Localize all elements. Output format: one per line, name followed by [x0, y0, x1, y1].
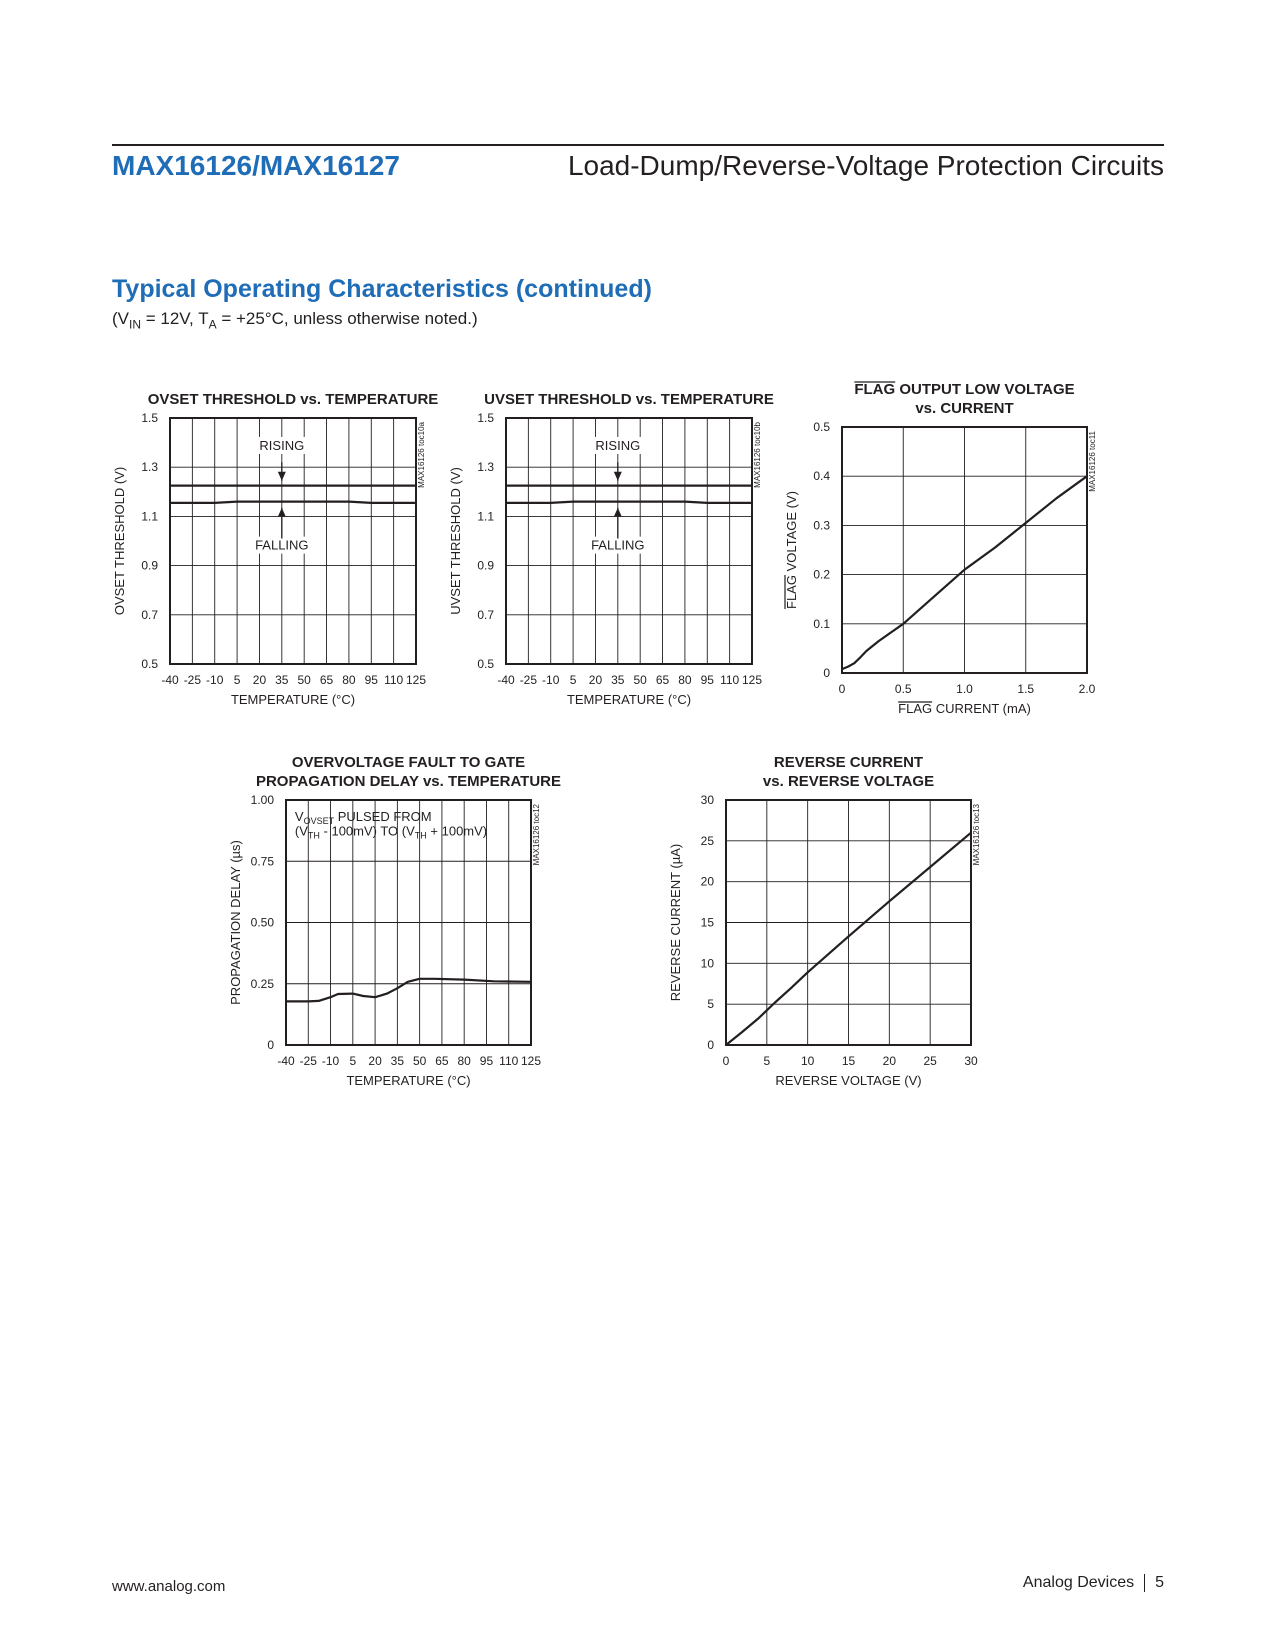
propdelay-x-tick-label: -10	[321, 1054, 340, 1068]
cond-open: (V	[112, 309, 129, 328]
reverse-y-tick-label: 15	[700, 915, 714, 930]
flag-x-tick-label: 1.5	[1017, 682, 1035, 696]
propdelay-annotation: $V_{OVSET}$ PULSED FROM	[294, 808, 432, 826]
propdelay-x-tick-label: 50	[412, 1054, 427, 1068]
ovset-x-tick-label: 95	[364, 673, 378, 687]
reverse-y-tick-label: 0	[707, 1038, 714, 1052]
flag-x-tick-label: 0.5	[894, 682, 912, 696]
reverse-y-tick-label: 30	[700, 793, 714, 807]
ovset-y-tick-label: 1.5	[141, 411, 158, 425]
footer-website[interactable]: www.analog.com	[112, 1578, 226, 1595]
ovset-series-line-falling	[170, 502, 416, 503]
uvset-y-axis-label: UVSET THRESHOLD (V)	[448, 467, 463, 615]
flag-x-axis-label: FLAG CURRENT (mA)	[898, 701, 1031, 716]
propdelay-y-tick-label: 1.00	[250, 793, 274, 807]
reverse-y-axis-label: REVERSE CURRENT (µA)	[668, 843, 683, 1002]
ovset-x-tick-label: 110	[384, 673, 404, 687]
footer-company-page	[1023, 1574, 1164, 1592]
ovset-x-tick-label: 65	[319, 673, 334, 687]
ovset-title-line: OVSET THRESHOLD vs. TEMPERATURE	[147, 391, 439, 408]
chart-flag-voltage	[780, 380, 1150, 740]
uvset-x-tick-label: 110	[720, 673, 740, 687]
uvset-x-tick-label: -40	[497, 673, 515, 687]
ovset-figure-code: MAX16126 toc10a	[417, 422, 426, 488]
uvset-annotation-rising: RISING	[595, 437, 641, 453]
ovset-x-tick-label: 35	[275, 673, 289, 687]
propdelay-series-line-delay	[286, 979, 531, 1002]
ovset-y-tick-label: 0.9	[141, 558, 158, 573]
uvset-series-line-falling	[506, 502, 752, 503]
flag-title-line: vs. CURRENT	[915, 400, 1014, 417]
propdelay-title-line: PROPAGATION DELAY vs. TEMPERATURE	[255, 773, 562, 790]
propdelay-x-tick-label: 110	[499, 1054, 519, 1068]
flag-y-tick-label: 0.2	[813, 567, 830, 582]
propdelay-x-tick-label: 65	[435, 1054, 449, 1068]
document-title: Load-Dump/Reverse-Voltage Protection Circuits	[567, 150, 1164, 181]
cond-ta-sub: A	[208, 317, 217, 332]
part-number: MAX16126/MAX16127	[112, 150, 400, 181]
uvset-x-tick-label: 80	[678, 673, 692, 687]
ovset-y-tick-label: 1.3	[141, 460, 158, 475]
ovset-x-tick-label: -25	[183, 673, 202, 687]
footer-separator	[1144, 1574, 1145, 1592]
uvset-x-tick-label: -25	[519, 673, 538, 687]
propdelay-annotation: $(V_{TH} - 100mV)$ TO $(V_{TH} + 100mV)$	[294, 823, 488, 841]
uvset-x-tick-label: -10	[542, 673, 560, 687]
reverse-x-axis-label: REVERSE VOLTAGE (V)	[775, 1073, 922, 1088]
uvset-figure-code: MAX16126 toc10b	[753, 422, 762, 488]
uvset-y-tick-label: 0.9	[477, 558, 494, 573]
reverse-x-tick-label: 15	[841, 1054, 856, 1068]
ovset-x-axis-label: TEMPERATURE (°C)	[230, 692, 356, 707]
ovset-annotation-rising: RISING	[259, 437, 305, 453]
uvset-annotation-arrow-head	[614, 508, 622, 517]
uvset-y-tick-label: 1.1	[477, 509, 494, 524]
propdelay-x-tick-label: 125	[520, 1054, 542, 1068]
ovset-y-tick-label: 0.7	[141, 607, 158, 622]
flag-y-axis-label: FLAG VOLTAGE (V)	[784, 491, 799, 609]
propdelay-y-tick-label: 0.25	[250, 976, 274, 991]
flag-y-tick-label: 0.4	[813, 469, 830, 484]
chart-reverse-current	[668, 745, 1013, 1105]
reverse-y-tick-label: 5	[707, 997, 714, 1012]
uvset-x-tick-label: 125	[741, 673, 763, 687]
uvset-annotation-arrow-head	[614, 472, 622, 481]
propdelay-x-tick-label: -40	[277, 1054, 295, 1068]
cond-mid: = 12V, T	[141, 309, 209, 328]
uvset-x-tick-label: 65	[655, 673, 670, 687]
section-title: Typical Operating Characteristics (continued)	[112, 275, 652, 303]
ovset-x-tick-label: 5	[233, 673, 241, 687]
ovset-x-tick-label: 80	[342, 673, 356, 687]
propdelay-x-tick-label: 35	[390, 1054, 405, 1068]
ovset-x-tick-label: -40	[161, 673, 179, 687]
uvset-x-tick-label: 95	[700, 673, 714, 687]
propdelay-x-tick-label: 20	[368, 1054, 382, 1068]
propdelay-x-axis-label: TEMPERATURE (°C)	[346, 1073, 471, 1088]
reverse-x-tick-label: 5	[763, 1054, 771, 1068]
flag-title-line: FLAG OUTPUT LOW VOLTAGE	[854, 381, 1075, 398]
uvset-y-tick-label: 1.3	[477, 460, 494, 475]
uvset-title-line: UVSET THRESHOLD vs. TEMPERATURE	[484, 391, 774, 408]
reverse-x-tick-label: 25	[923, 1054, 937, 1068]
test-conditions	[112, 309, 478, 331]
flag-y-tick-label: 0.5	[813, 420, 830, 434]
reverse-y-tick-label: 20	[700, 874, 714, 889]
propdelay-y-tick-label: 0.75	[250, 854, 274, 869]
uvset-y-tick-label: 0.7	[477, 607, 494, 622]
reverse-x-tick-label: 0	[722, 1054, 730, 1068]
flag-y-tick-label: 0.3	[813, 518, 830, 533]
ovset-x-tick-label: 50	[297, 673, 311, 687]
ovset-x-tick-label: 20	[252, 673, 267, 687]
footer-page-number: 5	[1155, 1574, 1164, 1592]
ovset-x-tick-label: 125	[405, 673, 427, 687]
propdelay-x-tick-label: 95	[479, 1054, 494, 1068]
uvset-x-tick-label: 5	[569, 673, 577, 687]
ovset-x-tick-label: -10	[206, 673, 224, 687]
ovset-y-axis-label: OVSET THRESHOLD (V)	[112, 466, 127, 616]
flag-y-tick-label: 0.1	[813, 616, 830, 631]
uvset-x-tick-label: 50	[633, 673, 647, 687]
reverse-x-tick-label: 30	[964, 1054, 978, 1068]
uvset-x-axis-label: TEMPERATURE (°C)	[566, 692, 692, 707]
flag-figure-code: MAX16126 toc11	[1088, 431, 1097, 492]
ovset-annotation-arrow-head	[278, 508, 286, 517]
chart-uvset-threshold	[448, 380, 793, 730]
propdelay-y-axis-label: PROPAGATION DELAY (µs)	[228, 840, 243, 1005]
reverse-figure-code: MAX16126 toc13	[972, 804, 981, 866]
uvset-x-tick-label: 20	[588, 673, 603, 687]
footer-company: Analog Devices	[1022, 1574, 1135, 1592]
flag-x-tick-label: 2.0	[1078, 682, 1096, 696]
cond-vin-sub: IN	[129, 317, 141, 332]
propdelay-y-tick-label: 0.50	[250, 915, 274, 930]
reverse-y-tick-label: 10	[700, 956, 714, 971]
header-rule	[112, 144, 1164, 146]
propdelay-y-tick-label: 0	[267, 1038, 274, 1052]
propdelay-figure-code: MAX16126 toc12	[532, 804, 541, 866]
uvset-x-tick-label: 35	[611, 673, 625, 687]
ovset-annotation-falling: FALLING	[255, 537, 309, 553]
ovset-annotation-arrow-head	[278, 472, 286, 481]
flag-x-tick-label: 0	[838, 682, 846, 696]
reverse-x-tick-label: 10	[800, 1054, 815, 1068]
propdelay-x-tick-label: -25	[299, 1054, 317, 1068]
reverse-title-line: REVERSE CURRENT	[773, 754, 924, 771]
reverse-x-tick-label: 20	[882, 1054, 897, 1068]
ovset-y-tick-label: 0.5	[141, 657, 158, 671]
chart-propagation-delay	[228, 745, 573, 1105]
reverse-y-tick-label: 25	[700, 833, 714, 848]
propdelay-title-line: OVERVOLTAGE FAULT TO GATE	[291, 754, 526, 771]
reverse-title-line: vs. REVERSE VOLTAGE	[762, 773, 935, 790]
flag-y-tick-label: 0	[823, 666, 830, 680]
chart-ovset-threshold	[112, 380, 457, 730]
ovset-y-tick-label: 1.1	[141, 509, 158, 524]
cond-end: = +25°C, unless otherwise noted.)	[216, 309, 478, 328]
propdelay-x-tick-label: 5	[349, 1054, 357, 1068]
uvset-y-tick-label: 1.5	[477, 411, 494, 425]
flag-x-tick-label: 1.0	[956, 682, 973, 696]
uvset-annotation-falling: FALLING	[591, 537, 645, 553]
uvset-y-tick-label: 0.5	[477, 657, 494, 671]
propdelay-x-tick-label: 80	[457, 1054, 471, 1068]
